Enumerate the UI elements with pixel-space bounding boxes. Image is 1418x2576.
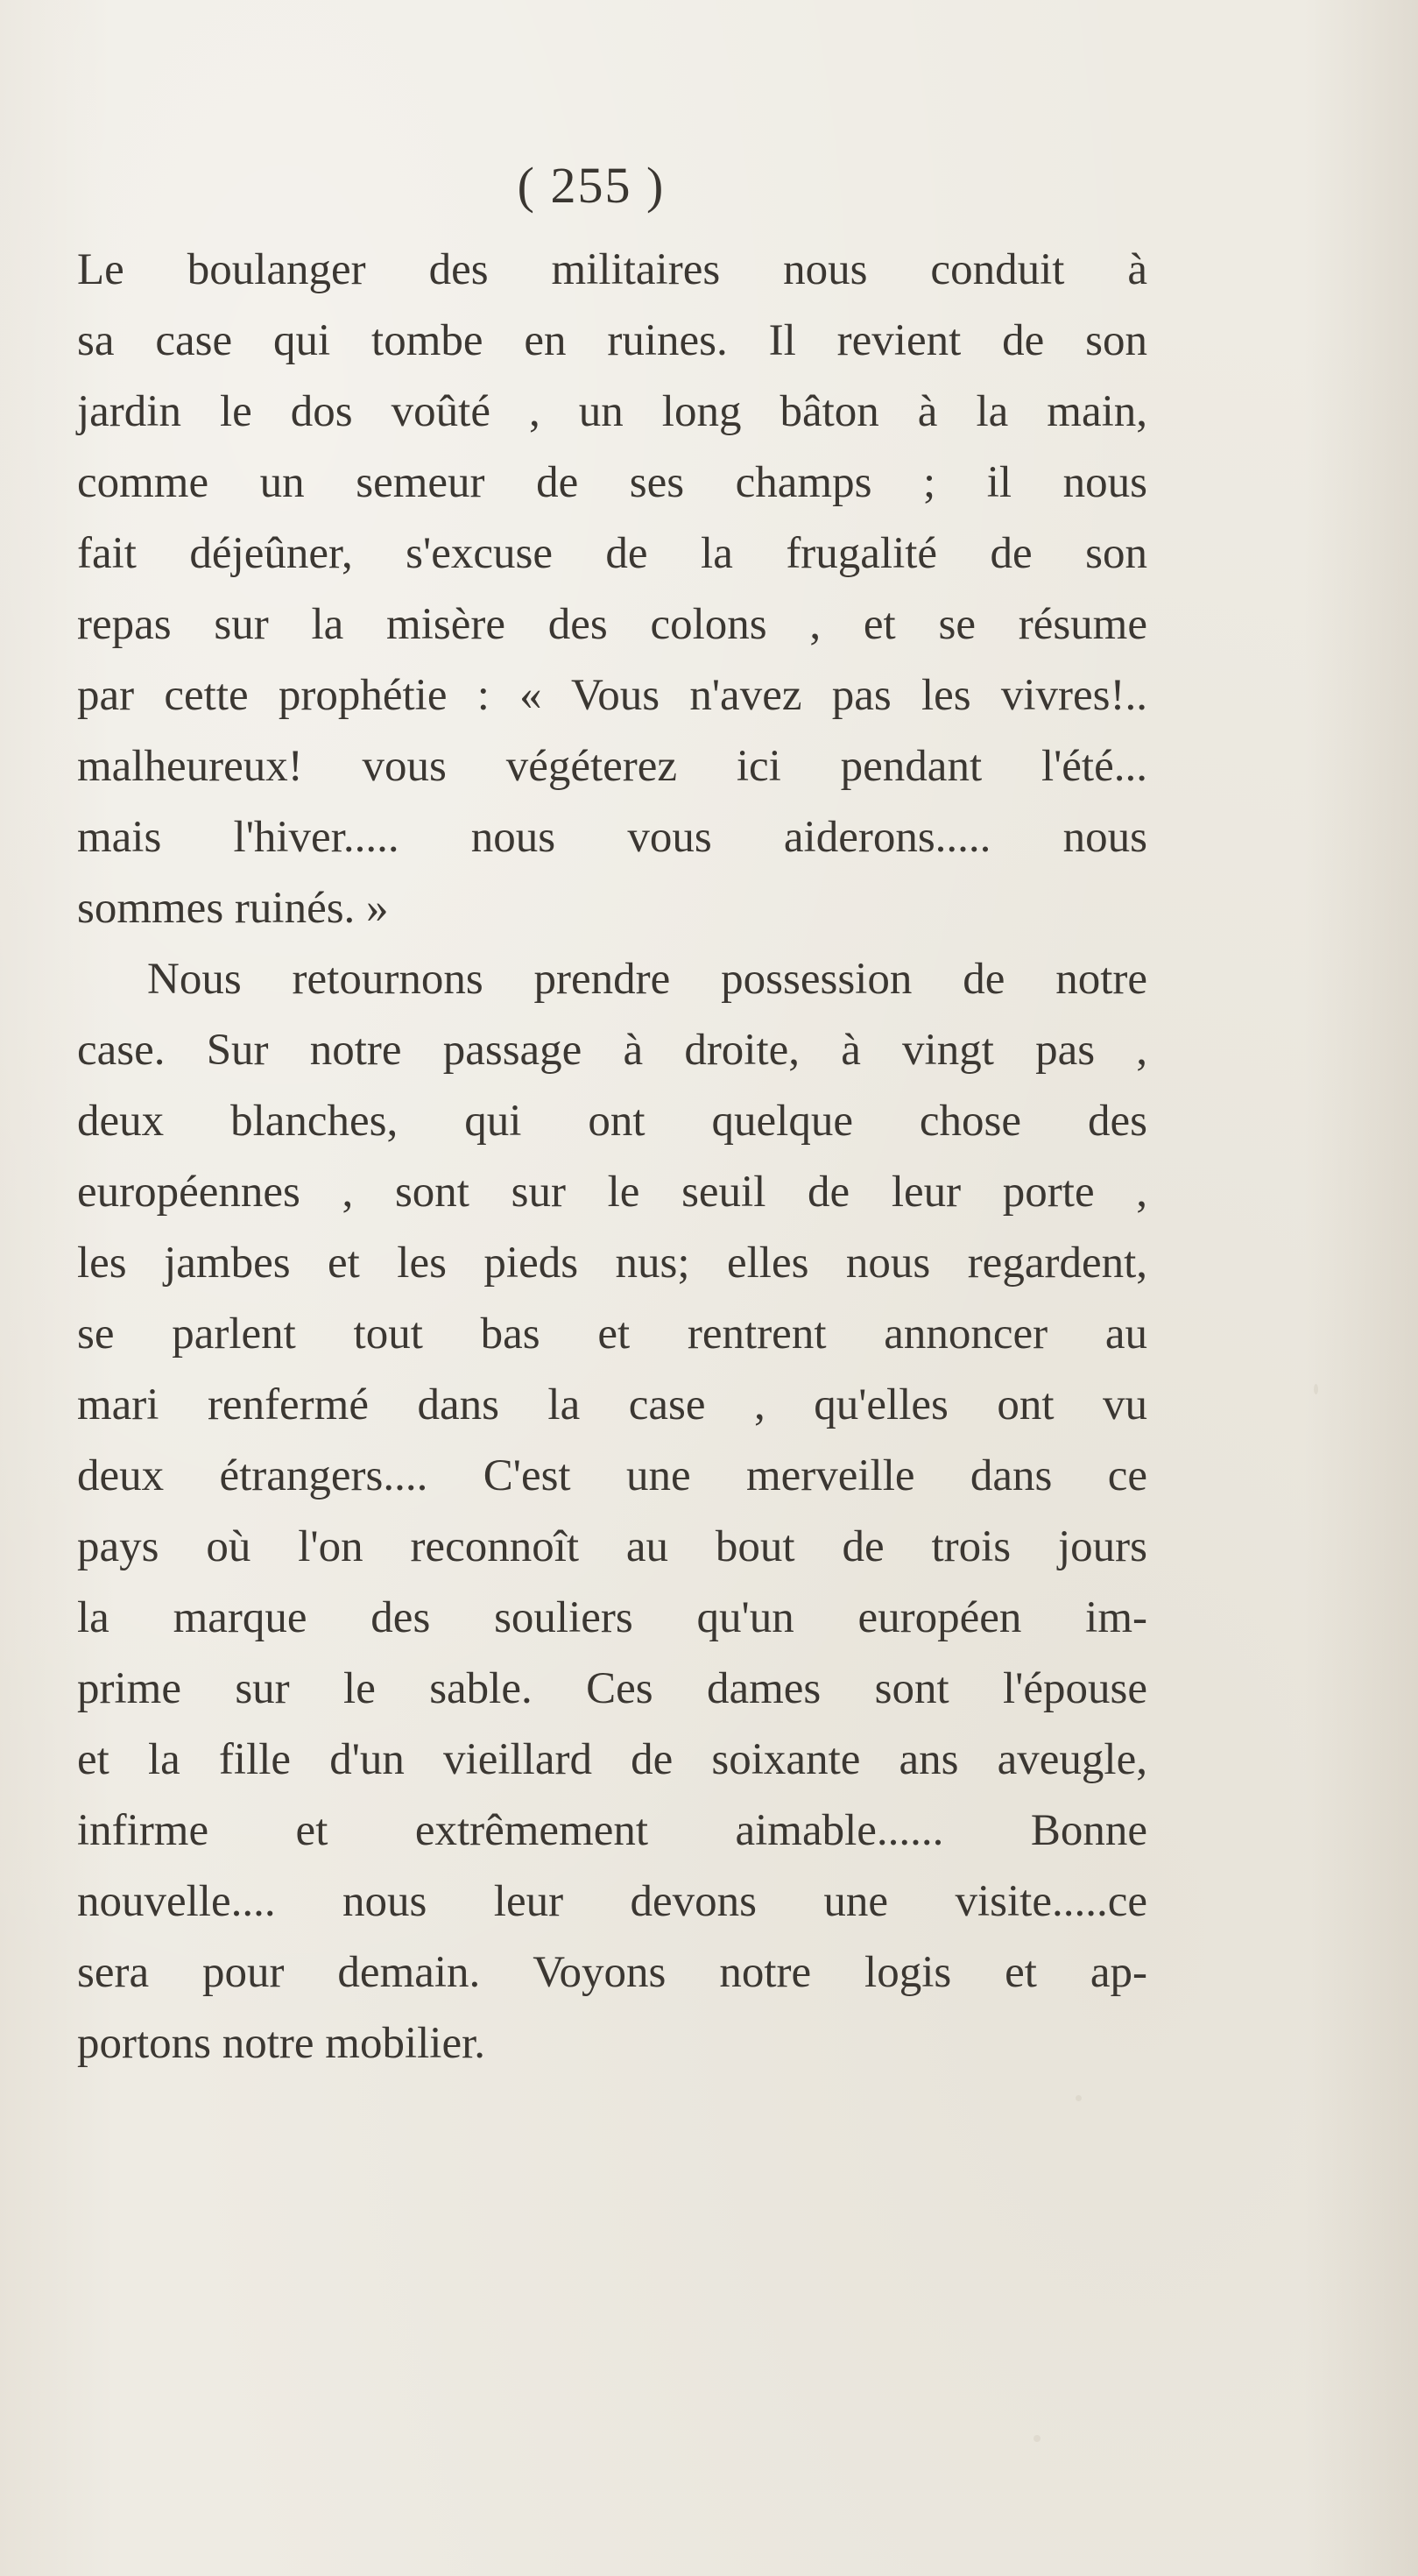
- paragraph-2: [77, 944, 1147, 2079]
- text-line: portons notre mobilier.: [77, 2019, 486, 2068]
- text-line: jardin le dos voûté , un long bâton à la main,: [77, 387, 1147, 436]
- paper-stain: [1314, 1384, 1318, 1394]
- text-line: repas sur la misère des colons , et se résume: [77, 600, 1147, 649]
- page-number: ( 255 ): [517, 157, 666, 214]
- text-line: pays où l'on reconnoît au bout de trois jours: [77, 1522, 1147, 1571]
- text-line: Le boulanger des militaires nous conduit à: [77, 245, 1147, 294]
- text-line: se parlent tout bas et rentrent annoncer au: [77, 1309, 1147, 1359]
- text-line: la marque des souliers qu'un européen im-: [77, 1593, 1147, 1642]
- text-line: nouvelle.... nous leur devons une visite.....ce: [77, 1877, 1147, 1926]
- text-line: mari renfermé dans la case , qu'elles ont vu: [77, 1380, 1147, 1429]
- text-line: comme un semeur de ses champs ; il nous: [77, 458, 1147, 507]
- text-line: deux étrangers.... C'est une merveille dans ce: [77, 1451, 1147, 1500]
- paragraph-1: [77, 235, 1147, 944]
- text-line: sera pour demain. Voyons notre logis et ap-: [77, 1948, 1147, 1997]
- text-line: européennes , sont sur le seuil de leur porte ,: [77, 1168, 1147, 1217]
- text-line: prime sur le sable. Ces dames sont l'épouse: [77, 1664, 1147, 1713]
- text-line: deux blanches, qui ont quelque chose des: [77, 1097, 1147, 1146]
- text-line: malheureux! vous végéterez ici pendant l'été...: [77, 742, 1147, 791]
- paper-stain: [1076, 2095, 1082, 2101]
- text-line: case. Sur notre passage à droite, à vingt pas ,: [77, 1026, 1147, 1075]
- text-line: par cette prophétie : « Vous n'avez pas les vivres!..: [77, 671, 1147, 720]
- text-line: et la fille d'un vieillard de soixante ans aveugle,: [77, 1735, 1147, 1784]
- paper-stain: [1034, 2435, 1041, 2442]
- text-line: sommes ruinés. »: [77, 884, 389, 933]
- text-line: les jambes et les pieds nus; elles nous regardent,: [77, 1239, 1147, 1288]
- text-line: fait déjeûner, s'excuse de la frugalité de son: [77, 529, 1147, 578]
- text-line: Nous retournons prendre possession de notre: [147, 955, 1147, 1004]
- text-body: [77, 235, 1147, 2079]
- text-line: sa case qui tombe en ruines. Il revient de son: [77, 316, 1147, 365]
- text-line: mais l'hiver..... nous vous aiderons..... nous: [77, 813, 1147, 862]
- text-line: infirme et extrêmement aimable...... Bonne: [77, 1806, 1147, 1855]
